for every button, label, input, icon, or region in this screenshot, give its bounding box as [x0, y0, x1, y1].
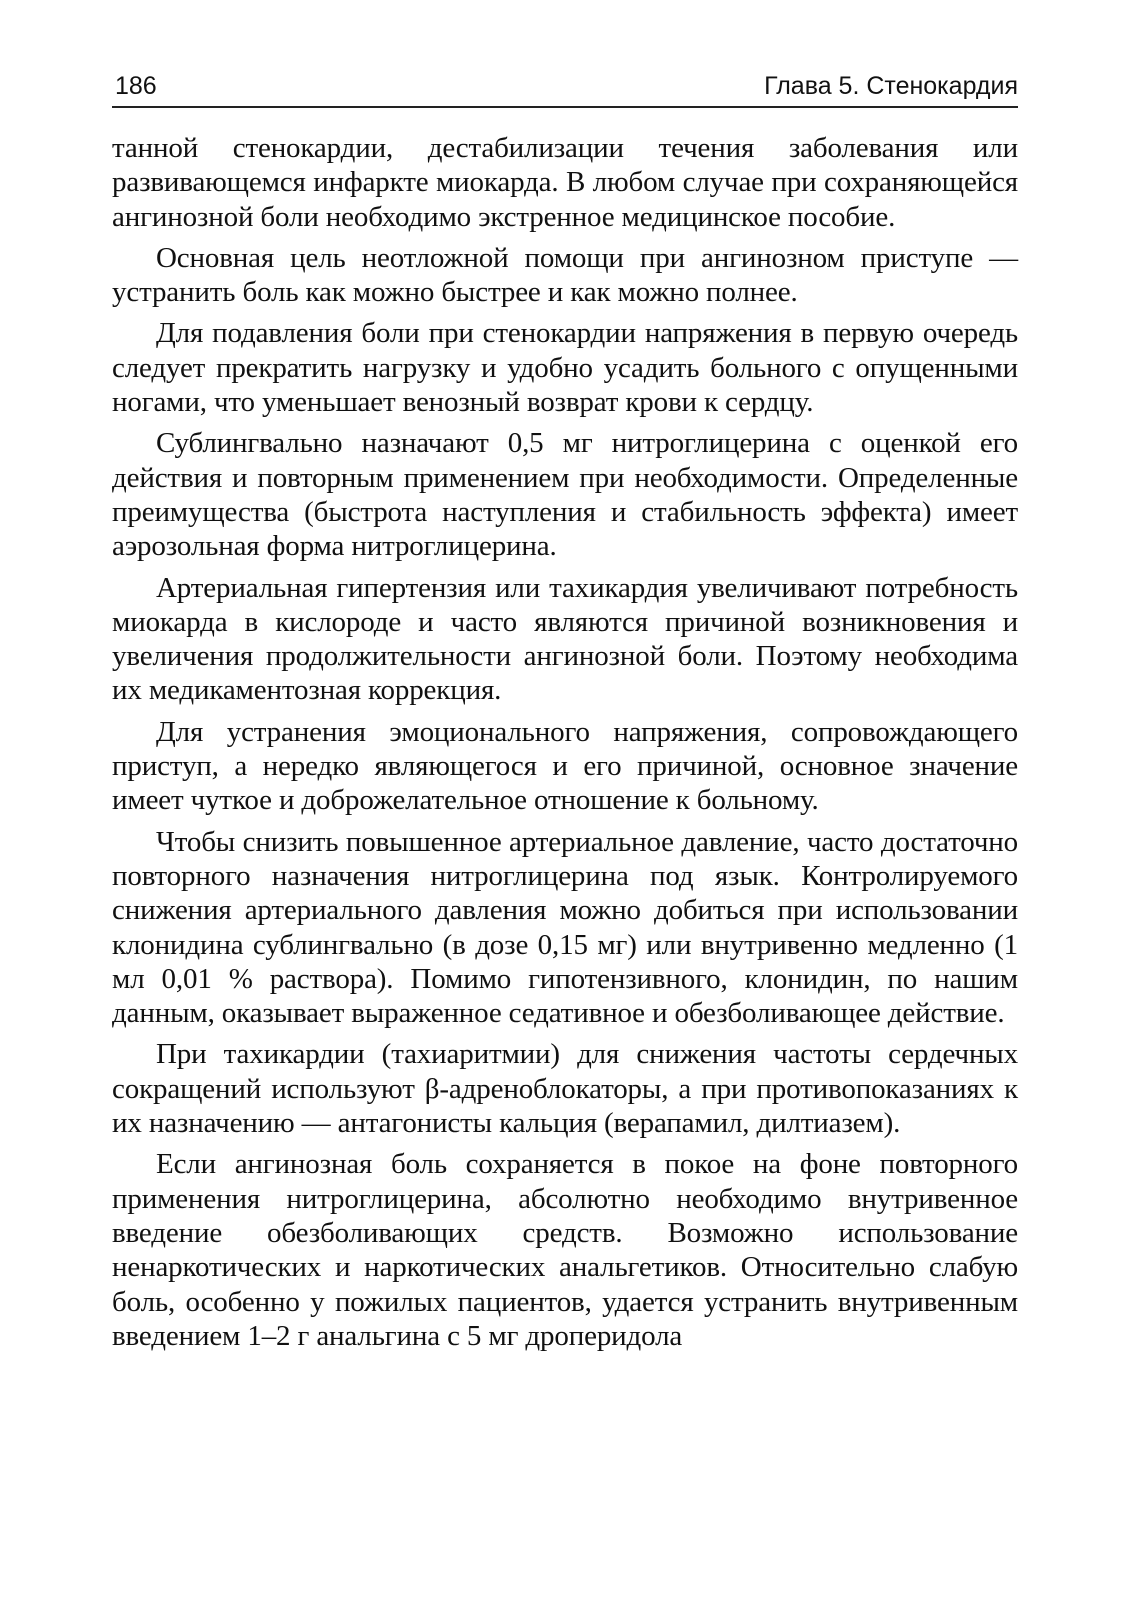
paragraph: Сублингвально назначают 0,5 мг нитроглицерина с оценкой его действия и повторным применением при необходимости. Определенные преимущества (быстрота наступления и стабильность эффекта) имеет аэрозольная форма нитроглицерина. [112, 427, 1018, 563]
paragraph: Артериальная гипертензия или тахикардия увеличивают потребность миокарда в кислороде и часто являются причиной возникновения и увеличения продолжительности ангинозной боли. Поэтому необходима их медикаментозная коррекция. [112, 571, 1018, 707]
header-rule [112, 106, 1018, 108]
body-text [112, 131, 1018, 1360]
paragraph: Для подавления боли при стенокардии напряжения в первую очередь следует прекратить нагрузку и удобно усадить больного с опущенными ногами, что уменьшает венозный возврат крови к сердцу. [112, 317, 1018, 419]
paragraph: Основная цель неотложной помощи при ангинозном приступе — устранить боль как можно быстрее и как можно полнее. [112, 241, 1018, 309]
paragraph: Если ангинозная боль сохраняется в покое на фоне повторного применения нитроглицерина, абсолютно необходимо внутривенное введение обезболивающих средств. Возможно использование ненаркотических и наркотических анальгетиков. Относительно слабую боль, особенно у пожилых пациентов, удается устранить внутривенным введением 1–2 г анальгина с 5 мг дроперидола [112, 1148, 1018, 1352]
running-title: Глава 5. Стенокардия [764, 72, 1018, 100]
paragraph: танной стенокардии, дестабилизации течения заболевания или развивающемся инфаркте миокарда. В любом случае при сохраняющейся ангинозной боли необходимо экстренное медицинское пособие. [112, 132, 1018, 233]
page-number: 186 [115, 72, 157, 100]
paragraph: Для устранения эмоционального напряжения, сопровождающего приступ, а нередко являющегося и его причиной, основное значение имеет чуткое и доброжелательное отношение к больному. [112, 715, 1018, 817]
paragraph: Чтобы снизить повышенное артериальное давление, часто достаточно повторного назначения нитроглицерина под язык. Контролируемого снижения артериального давления можно добиться при использовании клонидина сублингвально (в дозе 0,15 мг) или внутривенно медленно (1 мл 0,01 % раствора). Помимо гипотензивного, клонидин, по нашим данным, оказывает выраженное седативное и обезболивающее действие. [112, 825, 1018, 1030]
paragraph: При тахикардии (тахиаритмии) для снижения частоты сердечных сокращений используют β-адреноблокаторы, а при противопоказаниях к их назначению — антагонисты кальция (верапамил, дилтиазем). [112, 1038, 1018, 1140]
page-header [112, 64, 1018, 104]
